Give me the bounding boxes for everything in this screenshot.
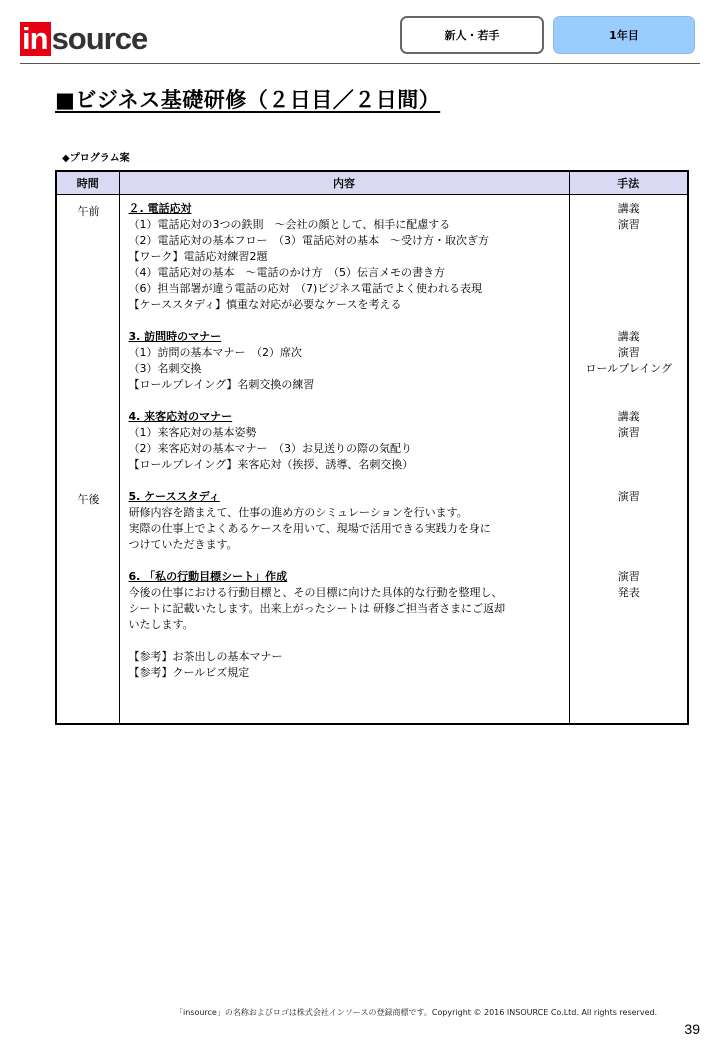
block-line: 【ロールプレイング】来客応対（挨拶、誘導、名刺交換）	[128, 458, 414, 471]
method-column	[569, 195, 688, 725]
block-heading: 5. ケーススタディ	[128, 490, 220, 503]
logo-source-text: source	[51, 21, 148, 56]
method-block-reception	[579, 409, 680, 441]
block-line: 研修内容を踏まえて、仕事の進め方のシミュレーションを行います。	[128, 506, 468, 519]
tab-newcomer[interactable]	[400, 16, 544, 54]
method-label: 演習	[617, 426, 640, 439]
method-block-telephone	[579, 201, 680, 233]
content-block-action-sheet	[129, 569, 561, 633]
method-label: 演習	[617, 490, 640, 503]
method-label: 演習	[617, 218, 640, 231]
block-line: 実際の仕事上でよくあるケースを用いて、現場で活用できる実践力を身に	[128, 522, 491, 535]
tab-newcomer-label: 新人・若手	[444, 29, 500, 42]
block-line: （2）電話応対の基本フロー （3）電話応対の基本 ～受け方・取次ぎ方	[128, 234, 489, 247]
program-table	[55, 170, 689, 725]
block-heading: ２. 電話応対	[128, 202, 192, 215]
header-method: 手法	[569, 171, 688, 195]
time-column	[56, 195, 119, 725]
block-line: いたします。	[128, 618, 194, 631]
header-divider	[20, 63, 700, 64]
block-line: （1）電話応対の3つの鉄則 ～会社の顔として、相手に配慮する	[128, 218, 451, 231]
content-column	[119, 195, 569, 725]
block-line: （4）電話応対の基本 ～電話のかけ方 （5）伝言メモの書き方	[128, 266, 445, 279]
block-line: （2）来客応対の基本マナー （3）お見送りの際の気配り	[128, 442, 412, 455]
method-block-action-sheet	[579, 569, 680, 601]
block-line: 【ロールプレイング】名刺交換の練習	[128, 378, 315, 391]
block-line: 【ケーススタディ】慎重な対応が必要なケースを考える	[128, 298, 402, 311]
content-block-case-study	[129, 489, 561, 553]
method-label: 講義	[617, 202, 640, 215]
table-header-row	[56, 171, 688, 195]
block-line: シートに記載いたします。出来上がったシートは 研修ご担当者さまにご返却	[128, 602, 506, 615]
page-number: 39	[684, 1021, 700, 1037]
block-line: （3）名刺交換	[128, 362, 202, 375]
insource-logo	[20, 20, 147, 56]
method-label: ロールプレイング	[585, 362, 673, 375]
block-line: （1）訪問の基本マナー （2）席次	[128, 346, 302, 359]
block-line: （1）来客応対の基本姿勢	[128, 426, 257, 439]
tab-first-year[interactable]	[553, 16, 695, 54]
method-block-case-study	[579, 489, 680, 505]
content-block-visit	[129, 329, 561, 393]
method-label: 発表	[617, 586, 640, 599]
footer-copyright: 「insource」の名称およびロゴは株式会社インソースの登録商標です。Copyright © 2016 INSOURCE Co.Ltd. All rights reserved.	[175, 1008, 658, 1017]
time-morning: 午前	[77, 205, 100, 218]
method-label: 講義	[617, 330, 640, 343]
header-content: 内容	[119, 171, 569, 195]
block-line: 今後の仕事における行動目標と、その目標に向けた具体的な行動を整理し、	[128, 586, 503, 599]
method-label: 演習	[617, 570, 640, 583]
block-line: （6）担当部署が違う電話の応対 （7)ビジネス電話でよく使われる表現	[128, 282, 482, 295]
content-notes	[129, 649, 561, 681]
block-heading: 6. 「私の行動目標シート」作成	[128, 570, 288, 583]
tab-first-year-label: 1年目	[609, 29, 639, 42]
block-heading: 4. 来客応対のマナー	[128, 410, 233, 423]
content-block-telephone	[129, 201, 561, 313]
table-row	[56, 195, 688, 725]
time-afternoon: 午後	[77, 493, 100, 506]
method-block-visit	[579, 329, 680, 377]
block-heading: 3. 訪問時のマナー	[128, 330, 222, 343]
header-time: 時間	[56, 171, 119, 195]
method-label: 演習	[617, 346, 640, 359]
note-line: 【参考】お茶出しの基本マナー	[128, 650, 283, 663]
content-block-reception	[129, 409, 561, 473]
block-line: 【ワーク】電話応対練習2題	[128, 250, 268, 263]
section-label: ◆プログラム案	[62, 153, 130, 164]
block-line: つけていただきます。	[128, 538, 238, 551]
page-title: ■ビジネス基礎研修（２日目／２日間）	[55, 88, 441, 112]
logo-in-mark: in	[20, 22, 51, 56]
note-line: 【参考】クールビズ規定	[128, 666, 250, 679]
method-label: 講義	[617, 410, 640, 423]
